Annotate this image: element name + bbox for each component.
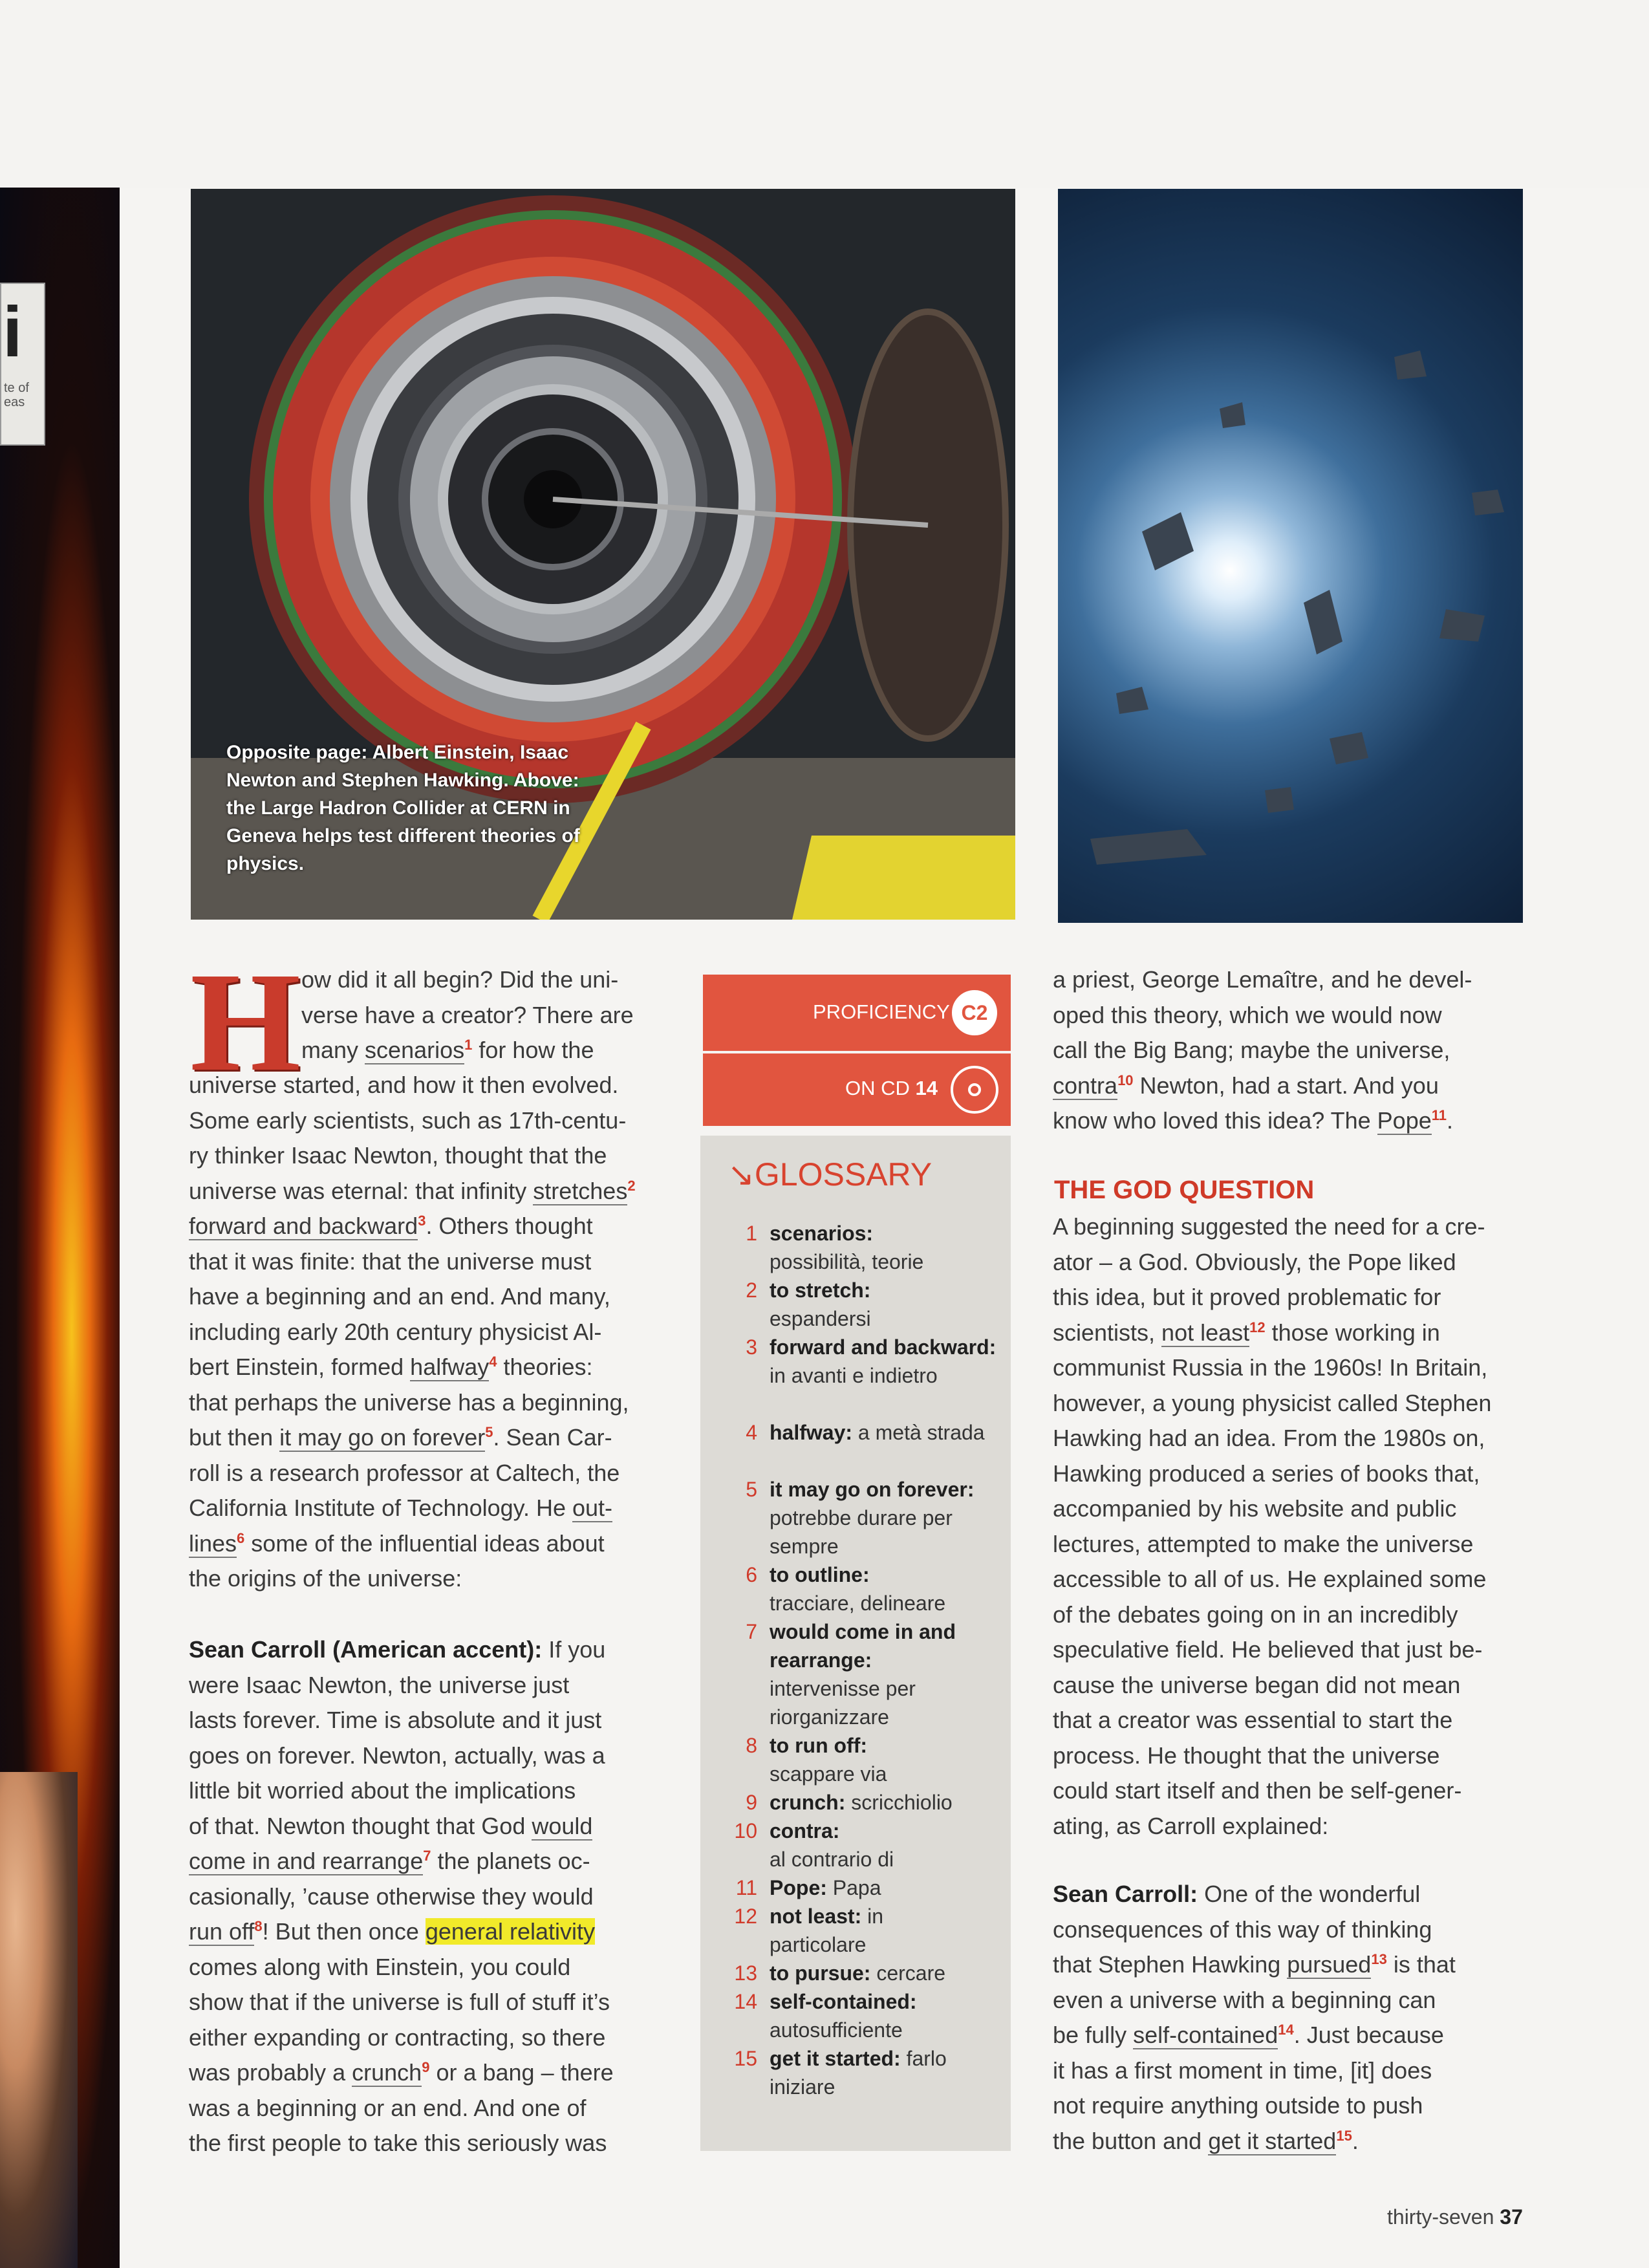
carroll-quote-1: Sean Carroll (American accent): If you were Isaac Newton, the universe just lasts forever. Time is absolute and it just goes on forever. Newton, actually, was a little bit worried about the implications of that. Newton thought that God would come in and rearrange$^7$ the planets oc- casionally, ’cause otherwise they would run off$^8$! But then once general relativity comes along with Einstein, you could show that if the universe is full of stuff it’s either expanding or contracting, so there was probably a crunch$^9$ or a bang – there was a beginning or an end. And one of the first people to take this seriously was — [189, 1636, 614, 2156]
article-col3-top: a priest, George Lemaître, and he devel- oped this theory, which we would now call the Big Bang; maybe the universe, contra$^{10}$ Newton, had a start. And you know who loved this idea? The Pope$^{11}$. — [1053, 966, 1472, 1134]
article-col1-intro-b: universe started, and how it then evolved. Some early scientists, such as 17th-centu- ry thinker Isaac Newton, thought that the universe was eternal: that infinity stretches$^2$ forward and backward$^3$. Others thought that it was finite: that the universe must have a beginning and an end. And many, including early 20th century physicist Al- bert Einstein, formed halfway$^4$ theories: that perhaps the universe has a beginning, but then it may go on forever$^5$. Sean Car- roll is a research professor at Caltech, the California Institute of Technology. He out- lines$^6$ some of the influential ideas about the origins of the universe: — [189, 1072, 636, 1592]
glossary-arrow-icon: ↘ — [727, 1156, 755, 1193]
proficiency-label: PROFICIENCY — [813, 1000, 950, 1023]
carroll-quote-2: Sean Carroll: One of the wonderful consequences of this way of thinking that Stephen Hawking pursued$^{13}$ is that even a universe with a beginning can be fully self-contained$^{14}$. Just because it has a first moment in time, [it] does not require anything outside to push the button and get it started$^{15}$. — [1053, 1881, 1456, 2154]
section-heading: THE GOD QUESTION — [1054, 1176, 1315, 1204]
lhc-photo — [191, 189, 1015, 920]
glossary-title: ↘GLOSSARY — [727, 1156, 932, 1193]
big-bang-photo — [1058, 189, 1523, 923]
article-col3-mid: A beginning suggested the need for a cre- ator – a God. Obviously, the Pope liked this idea, but it proved problematic for scientists, not least$^{12}$ those working in communist Russia in the 1960s! In Britain, however, a young physicist called Stephen Hawking had an idea. From the 1980s on, Hawking produced a series of books that, accompanied by his website and public lectures, attempted to make the universe accessible to all of us. He explained some of the debates going on in an incredibly speculative field. He believed that just be- cause the universe began did not mean that a creator was essential to start the process. He thought that the universe could start itself and then be self-gener- ating, as Carroll explained: — [1053, 1213, 1492, 1839]
opposite-page-portrait — [0, 1772, 78, 2268]
page-number: thirty-seven 37 — [1387, 2205, 1523, 2229]
proficiency-banner — [703, 975, 1011, 1051]
drop-cap: H — [190, 943, 301, 1101]
cd-label: ON CD 14 — [845, 1077, 938, 1099]
debris-illustration — [1058, 189, 1523, 923]
opposite-page-logo: i te of eas — [0, 283, 45, 446]
audio-cd-banner — [703, 1053, 1011, 1126]
cd-icon — [951, 1066, 998, 1114]
photo-caption: Opposite page: Albert Einstein, Isaac Newton and Stephen Hawking. Above: the Large Hadron Collider at CERN in Geneva helps test different theories of physics. — [226, 742, 580, 874]
proficiency-level-badge: C2 — [952, 990, 997, 1035]
article-col1-intro-a: ow did it all begin? Did the uni- verse have a creator? There are many scenarios$^1$ for how the — [301, 966, 634, 1063]
